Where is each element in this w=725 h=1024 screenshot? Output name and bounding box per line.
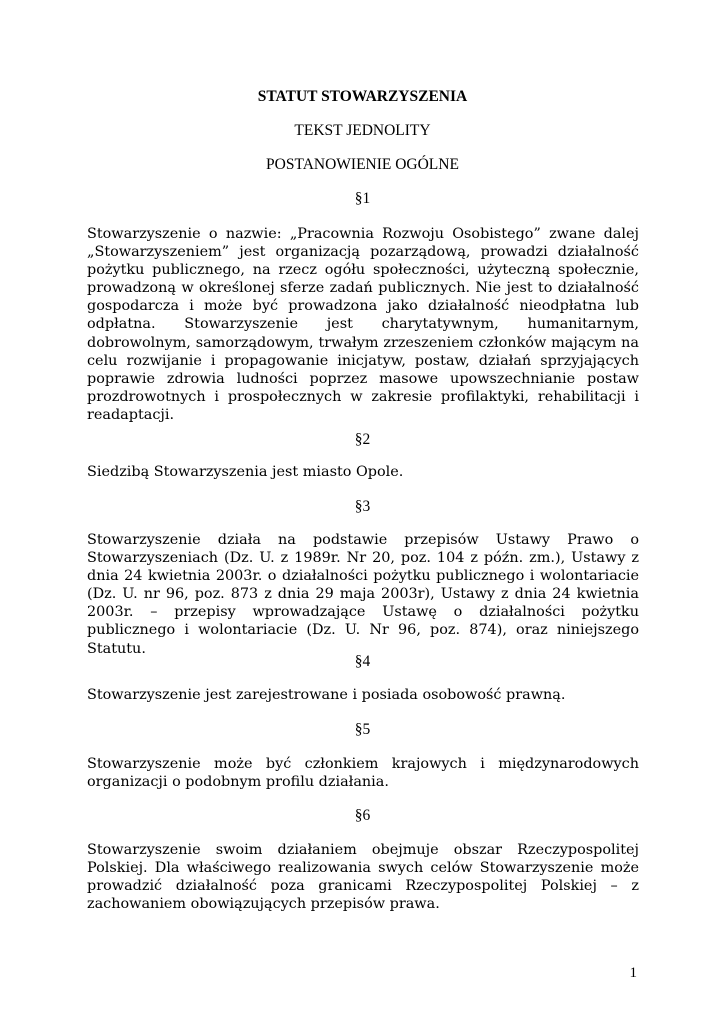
paragraph-text-3: Stowarzyszenie działa na podstawie przepisów Ustawy Prawo o Stowarzyszeniach (Dz. U. z 1989r. Nr 20, poz. 104 z późn. zm.), Ustawy z dnia 24 kwietnia 2003r. o działalności pożytku publicznego i wolontariacie (Dz. U. nr 96, poz. 873 z dnia 29 maja 2003r), Ustawy z dnia 24 kwietnia 2003r. – przepisy wprowadzające Ustawę o działalności pożytku publicznego i wolontariacie (Dz. U. Nr 96, poz. 874), oraz niniejszego Statutu. [87,532,639,657]
paragraph-number-1: §1 [354,190,371,207]
paragraph-text-4: Stowarzyszenie jest zarejestrowane i posiada osobowość prawną. [87,687,566,703]
paragraph-text-2: Siedzibą Stowarzyszenia jest miasto Opole. [87,464,404,480]
document-title: STATUT STOWARZYSZENIA [257,88,468,105]
section-heading: POSTANOWIENIE OGÓLNE [266,156,459,173]
paragraph-number-6: §6 [354,807,371,824]
paragraph-number-5: §5 [354,721,371,738]
paragraph-text-6: Stowarzyszenie swoim działaniem obejmuje obszar Rzeczypospolitej Polskiej. Dla właściwego realizowania swych celów Stowarzyszenie może prowadzić działalność poza granicami Rzeczypospolitej Polskiej – z zachowaniem obowiązujących przepisów prawa. [87,842,639,913]
paragraph-number-4: §4 [354,653,371,670]
page-number: 1 [629,965,637,981]
paragraph-text-1: Stowarzyszenie o nazwie: „Pracownia Rozwoju Osobistego” zwane dalej „Stowarzyszeniem” jest organizacją pozarządową, prowadzi działalność pożytku publicznego, na rzecz ogółu społeczności, użyteczną społecznie, prowadzoną w określonej sferze zadań publicznych. Nie jest to działalność gospodarcza i może być prowadzona jako działalność nieodpłatna lub odpłatna. Stowarzyszenie jest charytatywnym, humanitarnym, dobrowolnym, samorządowym, trwałym zrzeszeniem członków mającym na celu rozwijanie i propagowanie inicjatyw, postaw, działań sprzyjających poprawie zdrowia ludności poprzez masowe upowszechnianie postaw prozdrowotnych i prospołecznych w zakresie profilaktyki, rehabilitacji i readaptacji. [87,226,639,423]
paragraph-number-2: §2 [354,431,371,448]
paragraph-number-3: §3 [354,498,371,515]
paragraph-text-5: Stowarzyszenie może być członkiem krajowych i międzynarodowych organizacji o podobnym profilu działania. [87,756,639,791]
document-subtitle: TEKST JEDNOLITY [294,122,431,139]
